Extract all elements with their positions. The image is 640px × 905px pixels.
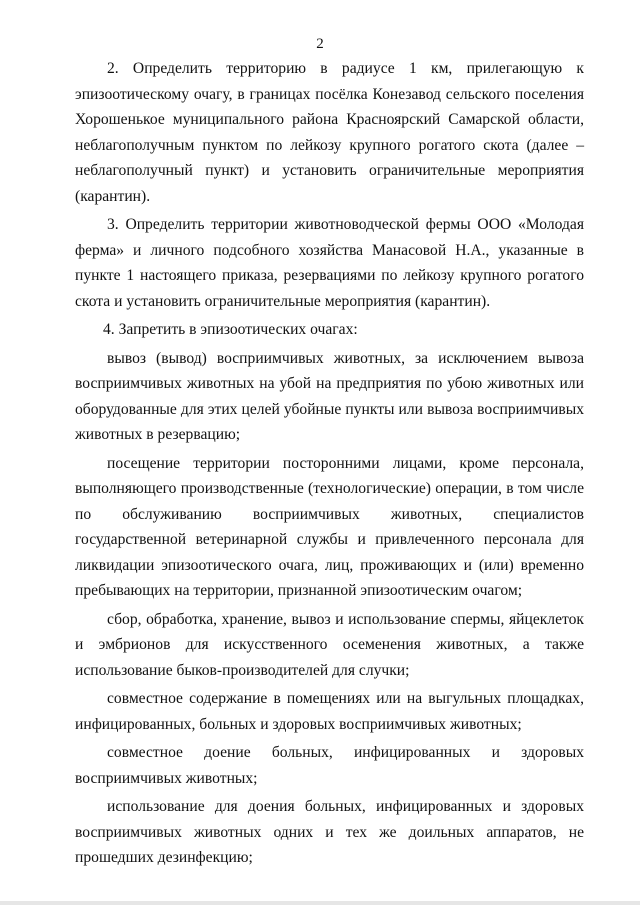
paragraph-item-3: 3. Определить территории животноводческой фермы ООО «Молодая ферма» и личного подсобного хозяйства Манасовой Н.А., указанные в пункте 1 настоящего приказа, резервациями по лейкозу крупного рогатого скота и установить ограничительные мероприятия (карантин). — [75, 216, 584, 310]
page-number: 2 — [316, 36, 324, 52]
paragraph-subitem: совместное содержание в помещениях или на выгульных площадках, инфицированных, больных и здоровых восприимчивых животных; — [75, 690, 584, 733]
page-bottom-edge — [0, 901, 640, 905]
paragraph-subitem: посещение территории посторонними лицами, кроме персонала, выполняющего производственные (технологические) операции, в том числе по обслуживанию восприимчивых животных, специалистов государственной ветеринарной службы и привлеченного персонала для ликвидации эпизоотического очага, лиц, проживающих и (или) временно пребывающих на территории, признанной эпизоотическим очагом; — [75, 454, 584, 599]
paragraph-subitem: использование для доения больных, инфицированных и здоровых восприимчивых животных одних и тех же доильных аппаратов, не прошедших дезинфекцию; — [75, 798, 584, 866]
paragraph-subitem: совместное доение больных, инфицированных и здоровых восприимчивых животных; — [75, 744, 584, 787]
paragraph-subitem: сбор, обработка, хранение, вывоз и использование спермы, яйцеклеток и эмбрионов для искусственного осеменения животных, а также использование быков-производителей для случки; — [75, 610, 584, 679]
paragraph-subitem: вывоз (вывод) восприимчивых животных, за исключением вывоза восприимчивых животных на убой на предприятия по убою животных или оборудованные для этих целей убойные пункты или вывоза восприимчивых животных в резервацию; — [75, 349, 584, 443]
document-body — [75, 56, 584, 874]
paragraph-item-2: 2. Определить территорию в радиусе 1 км, прилегающую к эпизоотическому очагу, в границах посёлка Конезавод сельского поселения Хорошенькое муниципального района Красноярский Самарской области, неблагополучным пунктом по лейкозу крупного рогатого скота (далее – неблагополучный пункт) и установить ограничительные мероприятия (карантин). — [75, 60, 584, 205]
paragraph-item-4: 4. Запретить в эпизоотических очагах: — [103, 321, 358, 338]
